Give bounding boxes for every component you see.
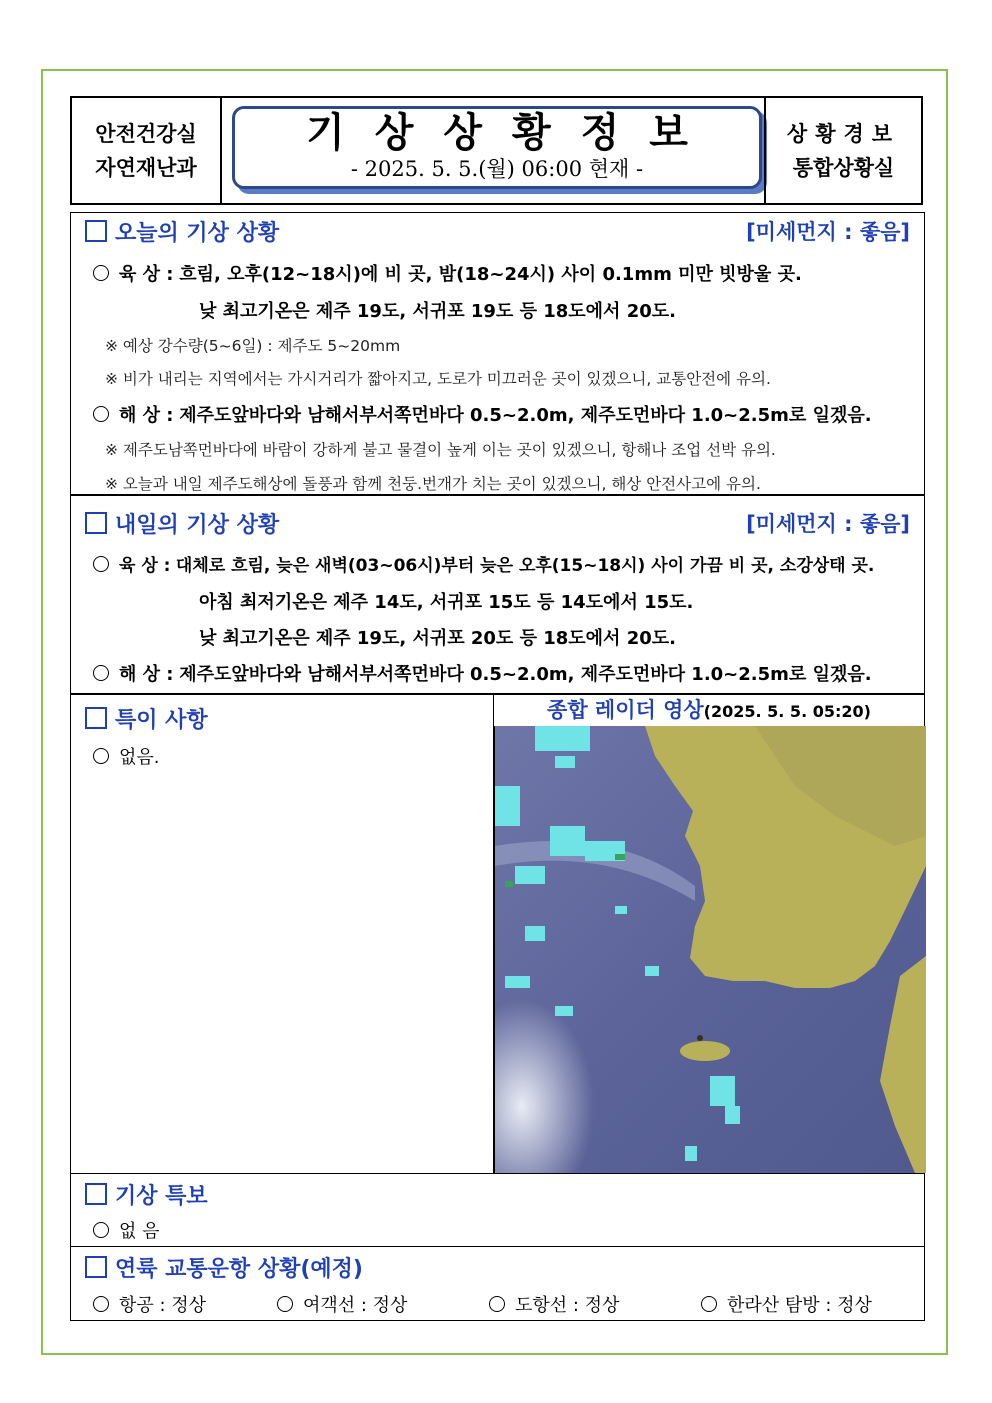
traffic-heading-text: 연륙 교통운항 상황(예정): [115, 1257, 363, 1282]
special-item-text: 없음.: [119, 747, 160, 768]
circle-bullet-icon: [93, 665, 109, 681]
warning-section: [70, 1173, 925, 1247]
radar-title: [494, 694, 924, 724]
circle-bullet-icon: [93, 1296, 109, 1312]
tomorrow-sea-line: [93, 660, 872, 686]
today-dust-status: [미세먼지 : 좋음]: [746, 220, 910, 244]
warning-item-text: 없 음: [119, 1221, 160, 1242]
special-item: [93, 743, 160, 769]
circle-bullet-icon: [277, 1296, 293, 1312]
tomorrow-land-line1: [93, 551, 874, 576]
office-line2: 통합상황실: [792, 155, 895, 180]
warning-heading-text: 기상 특보: [115, 1184, 208, 1209]
traffic-item-hallasan-text: 한라산 탐방 : 정상: [727, 1295, 872, 1316]
traffic-item-ferry: [277, 1291, 407, 1317]
checkbox-icon: [85, 512, 107, 534]
office-line1: 상황경보: [786, 121, 901, 146]
circle-bullet-icon: [93, 556, 109, 572]
title-box: [232, 106, 762, 189]
traffic-section: [70, 1246, 925, 1321]
issuing-office: [764, 98, 921, 203]
page-title: 기상상황정보: [306, 109, 718, 156]
today-note-traffic: ※ 비가 내리는 지역에서는 가시거리가 짧아지고, 도로가 미끄러운 곳이 있겠으니, 교통안전에 유의.: [105, 370, 771, 388]
tomorrow-sea-text: 제주도앞바다와 남해서부서쪽먼바다 0.5~2.0m, 제주도먼바다 1.0~2.5m로 일겠음.: [179, 664, 872, 685]
today-land-line1: [93, 260, 802, 286]
checkbox-icon: [85, 707, 107, 729]
radar-datetime: (2025. 5. 5. 05:20): [703, 702, 871, 721]
today-land-label: 육 상 :: [119, 264, 174, 285]
tomorrow-heading-text: 내일의 기상 상황: [115, 513, 280, 538]
warning-heading: [85, 1179, 208, 1210]
department-line2: 자연재난과: [95, 155, 197, 180]
today-sea-label: 해 상 :: [119, 405, 174, 426]
today-heading: [85, 216, 279, 247]
radar-title-text: 종합 레이더 영상: [547, 698, 704, 722]
today-sea-text: 제주도앞바다와 남해서부서쪽먼바다 0.5~2.0m, 제주도먼바다 1.0~2.5m로 일겠음.: [179, 405, 872, 426]
checkbox-icon: [85, 220, 107, 242]
circle-bullet-icon: [701, 1296, 717, 1312]
special-heading: [85, 703, 208, 734]
tomorrow-land-line3: 낮 최고기온은 제주 19도, 서귀포 20도 등 18도에서 20도.: [199, 628, 676, 649]
tomorrow-heading: [85, 508, 279, 539]
radar-satellite-image: [494, 726, 926, 1173]
tomorrow-land-line2: 아침 최저기온은 제주 14도, 서귀포 15도 등 14도에서 15도.: [199, 592, 694, 613]
today-heading-text: 오늘의 기상 상황: [115, 221, 280, 246]
today-sea-line: [93, 401, 872, 427]
today-note-wind: ※ 제주도남쪽먼바다에 바람이 강하게 불고 물결이 높게 이는 곳이 있겠으니, 항해나 조업 선박 유의.: [105, 441, 776, 459]
issuing-department: [72, 98, 222, 203]
checkbox-icon: [85, 1183, 107, 1205]
special-heading-text: 특이 사항: [115, 708, 208, 733]
department-line1: 안전건강실: [95, 121, 197, 146]
traffic-item-island-ferry: [489, 1291, 619, 1317]
tomorrow-dust-status: [미세먼지 : 좋음]: [746, 512, 910, 536]
today-land-text1: 흐림, 오후(12~18시)에 비 곳, 밤(18~24시) 사이 0.1mm 미만 빗방울 곳.: [179, 264, 802, 285]
tomorrow-land-text1: 대체로 흐림, 늦은 새벽(03~06시)부터 늦은 오후(15~18시) 사이 가끔 비 곳, 소강상태 곳.: [175, 556, 875, 576]
tomorrow-sea-label: 해 상 :: [119, 664, 174, 685]
today-note-thunder: ※ 오늘과 내일 제주도해상에 돌풍과 함께 천둥.번개가 치는 곳이 있겠으니, 해상 안전사고에 유의.: [105, 475, 761, 493]
warning-item: [93, 1217, 160, 1243]
report-header: [70, 96, 923, 205]
today-note-rainfall: ※ 예상 강수량(5~6일) : 제주도 5~20mm: [105, 337, 401, 355]
circle-bullet-icon: [489, 1296, 505, 1312]
today-land-line2: 낮 최고기온은 제주 19도, 서귀포 19도 등 18도에서 20도.: [199, 301, 676, 322]
traffic-item-island-ferry-text: 도항선 : 정상: [515, 1295, 620, 1316]
traffic-item-hallasan: [701, 1291, 872, 1317]
today-section: [70, 212, 925, 495]
circle-bullet-icon: [93, 265, 109, 281]
checkbox-icon: [85, 1256, 107, 1278]
report-datetime: - 2025. 5. 5.(월) 06:00 현재 -: [350, 157, 644, 181]
circle-bullet-icon: [93, 406, 109, 422]
tomorrow-section: [70, 495, 925, 694]
tomorrow-land-label: 육 상 :: [119, 556, 171, 576]
circle-bullet-icon: [93, 748, 109, 764]
traffic-heading: [85, 1252, 363, 1283]
circle-bullet-icon: [93, 1222, 109, 1238]
traffic-item-air-text: 항공 : 정상: [119, 1295, 207, 1316]
traffic-item-air: [93, 1291, 206, 1317]
traffic-item-ferry-text: 여객선 : 정상: [303, 1295, 408, 1316]
